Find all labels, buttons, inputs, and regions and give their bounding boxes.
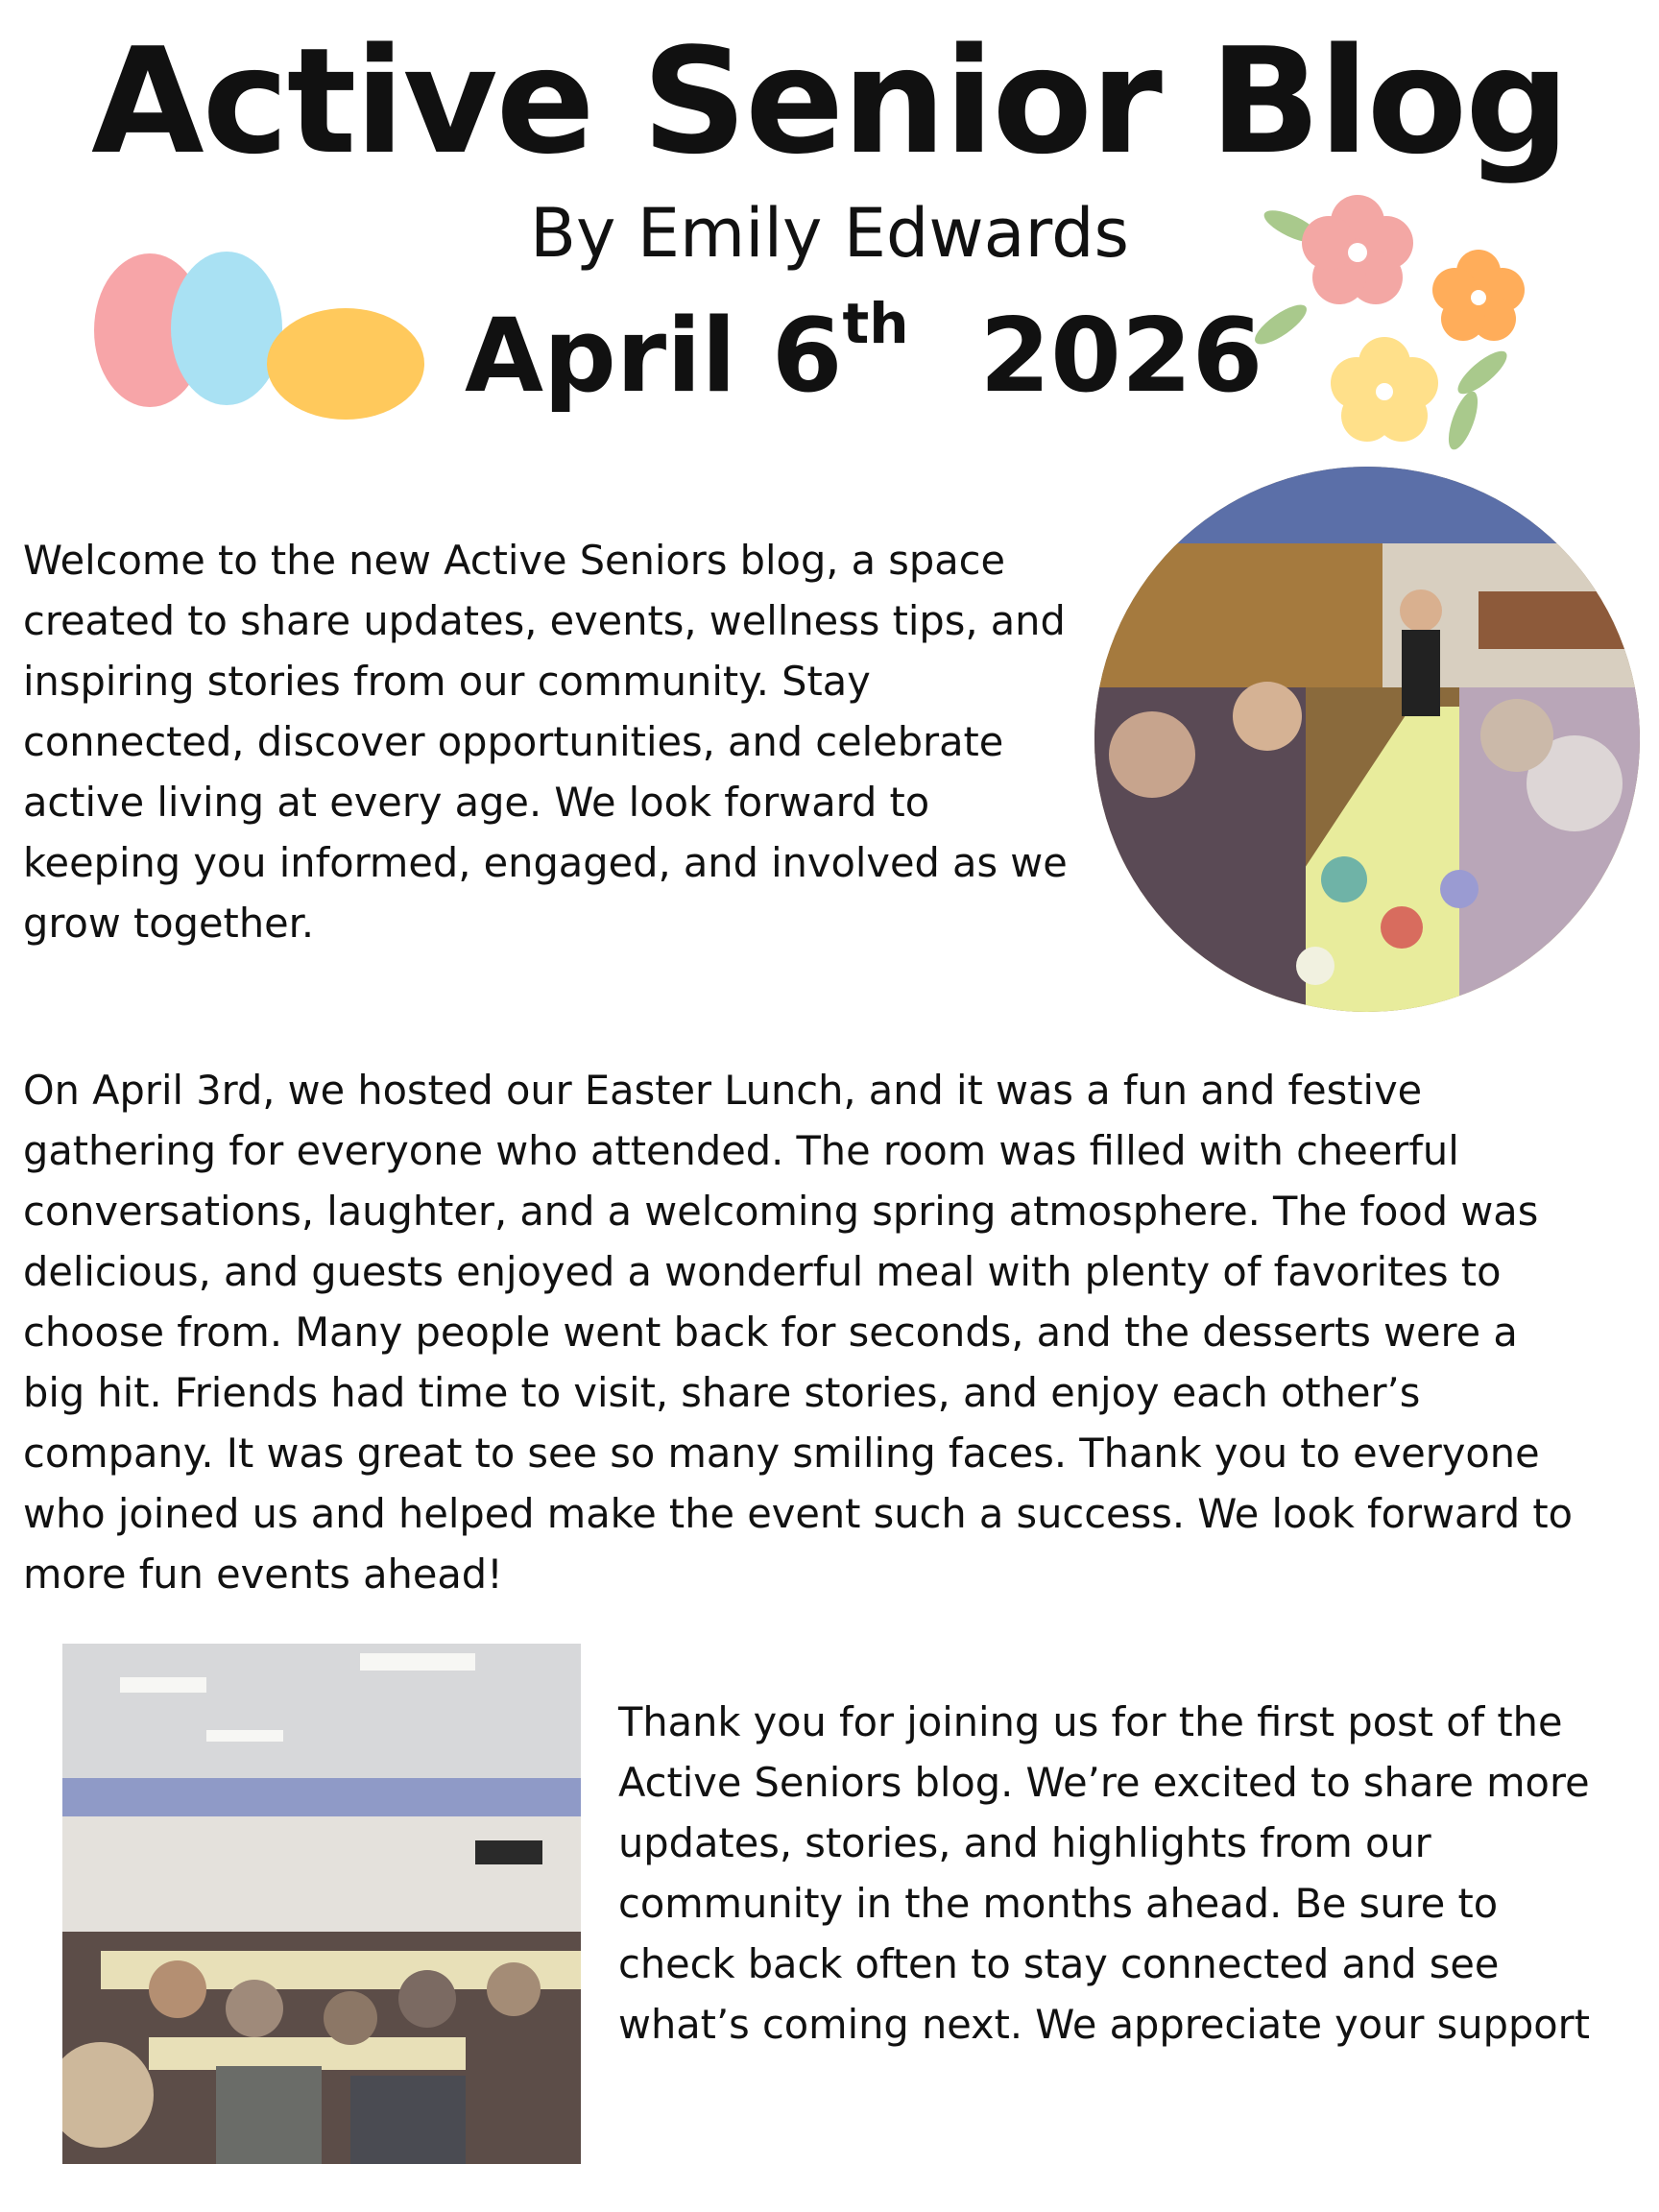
post-date: [465, 291, 1263, 415]
blog-title: Active Senior Blog: [91, 16, 1568, 186]
intro-paragraph: Welcome to the new Active Seniors blog, a space created to share updates, events, wellness tips, and inspiring stories from our community. Stay connected, discover opportunities, and celebrate active living at every age. We look forward to keeping you informed, engaged, and involved as we grow together.: [23, 537, 1068, 947]
easter-lunch-paragraph: On April 3rd, we hosted our Easter Lunch, and it was a fun and festive gathering for everyone who attended. The room was filled with cheerful conversations, laughter, and a welcoming spring atmosphere. The food was delicious, and guests enjoyed a wonderful meal with plenty of favorites to choose from. Many people went back for seconds, and the desserts were a big hit. Friends had time to visit, share stories, and enjoy each other’s company. It was great to see so many smiling faces. Thank you to everyone who joined us and helped make the event such a success. We look forward to more fun events ahead!: [23, 1067, 1574, 1598]
easter-lunch-photo-circle: [1094, 467, 1640, 1012]
date-day: April 6: [465, 297, 843, 415]
leaf-icon: [1443, 388, 1484, 453]
easter-eggs-illustration: [84, 252, 430, 424]
closing-paragraph: Thank you for joining us for the first post of the Active Seniors blog. We’re excited to share more updates, stories, and highlights from our community in the months ahead. Be sure to check back often to stay connected and see what’s coming next. We appreciate your support: [618, 1698, 1591, 2048]
date-year: 2026: [979, 297, 1263, 415]
pink-flower-icon: [1302, 195, 1413, 304]
dining-hall-photo: [62, 1644, 581, 2164]
spring-flowers-illustration: [1252, 190, 1540, 459]
yellow-flower-icon: [1331, 337, 1438, 442]
blue-egg-icon: [171, 252, 282, 405]
author-byline: By Emily Edwards: [530, 194, 1129, 273]
dining-hall-scene: [62, 1644, 581, 2164]
orange-flower-icon: [1432, 250, 1525, 341]
yellow-egg-icon: [267, 308, 424, 420]
date-suffix: th: [842, 291, 909, 356]
leaf-icon: [1452, 345, 1512, 400]
dining-table-photo: [1094, 467, 1640, 1012]
leaf-icon: [1252, 299, 1312, 351]
